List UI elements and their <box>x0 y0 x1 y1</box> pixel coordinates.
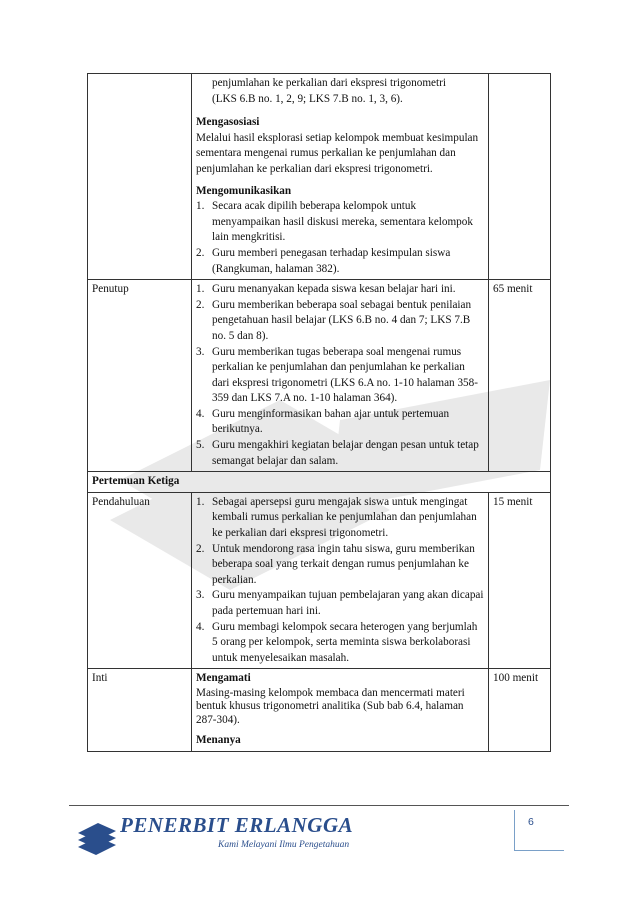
mengamati-text: Masing-masing kelompok membaca dan mencermati materi bentuk khusus trigonometri analitika (Sub bab 6.4, halaman 287-304). <box>196 686 465 726</box>
list-item <box>196 407 484 438</box>
list-item <box>196 542 484 589</box>
list-number: 1. <box>196 200 205 213</box>
table-row-inti <box>88 669 551 752</box>
table-row-continuation <box>88 74 551 280</box>
time-value: 100 menit <box>489 669 551 752</box>
continuation-line: penjumlahan ke perkalian dari ekspresi trigonometri <box>212 77 446 89</box>
list-text: Guru membagi kelompok secara heterogen yang berjumlah 5 orang per kelompok, serta meminta siswa berkolaborasi untuk menyelesaikan masalah. <box>212 620 478 664</box>
list-text: Secara acak dipilih beberapa kelompok untuk menyampaikan hasil diskusi mereka, sementara kelompok lain mengkritisi. <box>212 200 473 244</box>
list-text: Sebagai apersepsi guru mengajak siswa untuk mengingat kembali rumus perkalian ke penjumlahan dan penjumlahan ke perkalian dari ekspresi trigonometri. <box>212 495 477 540</box>
list-text: Guru menanyakan kepada siswa kesan belajar hari ini. <box>212 283 456 296</box>
list-text: Guru menyampaikan tujuan pembelajaran yang akan dicapai pada pertemuan hari ini. <box>212 589 484 617</box>
stage-label: Pendahuluan <box>88 492 192 669</box>
list-number: 1. <box>196 283 205 296</box>
list-number: 5. <box>196 439 205 452</box>
list-item <box>196 282 484 298</box>
mengomunikasikan-heading: Mengomunikasikan <box>196 184 292 197</box>
list-text: Guru memberikan beberapa soal sebagai bentuk penilaian pengetahuan hasil belajar (LKS 6.B no. 4 dan 7; LKS 7.B no. 5 dan 8). <box>212 298 472 342</box>
publisher-name: PENERBIT ERLANGGA <box>120 813 354 837</box>
time-value: 15 menit <box>489 492 551 669</box>
table-row-section <box>88 472 551 493</box>
list-item <box>196 588 484 619</box>
cell-stage <box>88 74 192 280</box>
section-title: Pertemuan Ketiga <box>88 472 551 493</box>
stage-label: Inti <box>88 669 192 752</box>
list-text: Guru menginformasikan bahan ajar untuk pertemuan berikutnya. <box>212 407 450 436</box>
list-item <box>196 199 484 246</box>
time-value: 65 menit <box>489 280 551 472</box>
list-number: 1. <box>196 495 205 508</box>
cell-activity <box>192 74 489 280</box>
list-number: 2. <box>196 542 205 555</box>
list-number: 3. <box>196 589 205 602</box>
mengasosiasi-text: Melalui hasil eksplorasi setiap kelompok membuat kesimpulan sementara mengenai rumus perkalian ke penjumlahan dan penjumlahan ke perkalian dari ekspresi trigonometri. <box>196 131 479 175</box>
list-item <box>196 345 484 407</box>
list-item <box>196 246 484 277</box>
list-text: Guru mengakhiri kegiatan belajar dengan pesan untuk tetap semangat belajar dan salam. <box>212 439 479 467</box>
list-text: Untuk mendorong rasa ingin tahu siswa, guru memberikan beberapa soal yang terkait dengan rumus penjumlahan ke perkalian. <box>212 542 475 586</box>
list-item <box>196 298 484 345</box>
cell-activity <box>192 492 489 669</box>
footer-divider <box>69 805 569 806</box>
list-item <box>196 495 484 542</box>
table-row-penutup <box>88 280 551 472</box>
cell-time <box>489 74 551 280</box>
list-number: 3. <box>196 345 205 358</box>
cell-activity <box>192 280 489 472</box>
list-number: 2. <box>196 246 205 259</box>
list-text: Guru memberikan tugas beberapa soal mengenai rumus perkalian ke penjumlahan dan penjumlahan ke perkalian dari ekspresi trigonometri (LKS 6.A no. 1-10 halaman 358-359 dan LKS 7.A no. 1-10 halaman 364). <box>212 345 478 405</box>
mengasosiasi-heading: Mengasosiasi <box>196 116 260 129</box>
list-item <box>196 438 484 469</box>
table-row-pendahuluan <box>88 492 551 669</box>
menanya-heading: Menanya <box>196 734 241 747</box>
list-text: Guru memberi penegasan terhadap kesimpulan siswa (Rangkuman, halaman 382). <box>212 246 451 275</box>
stage-label: Penutup <box>88 280 192 472</box>
page-number-frame <box>514 810 564 851</box>
publisher-tagline: Kami Melayani Ilmu Pengetahuan <box>218 840 350 850</box>
list-number: 2. <box>196 298 205 311</box>
list-item <box>196 620 484 667</box>
cell-activity <box>192 669 489 752</box>
continuation-line: (LKS 6.B no. 1, 2, 9; LKS 7.B no. 1, 3, 6). <box>212 92 403 105</box>
lesson-plan-table <box>87 73 551 752</box>
list-number: 4. <box>196 620 205 633</box>
page-number: 6 <box>528 816 534 828</box>
mengamati-heading: Mengamati <box>196 672 251 685</box>
list-number: 4. <box>196 407 205 420</box>
